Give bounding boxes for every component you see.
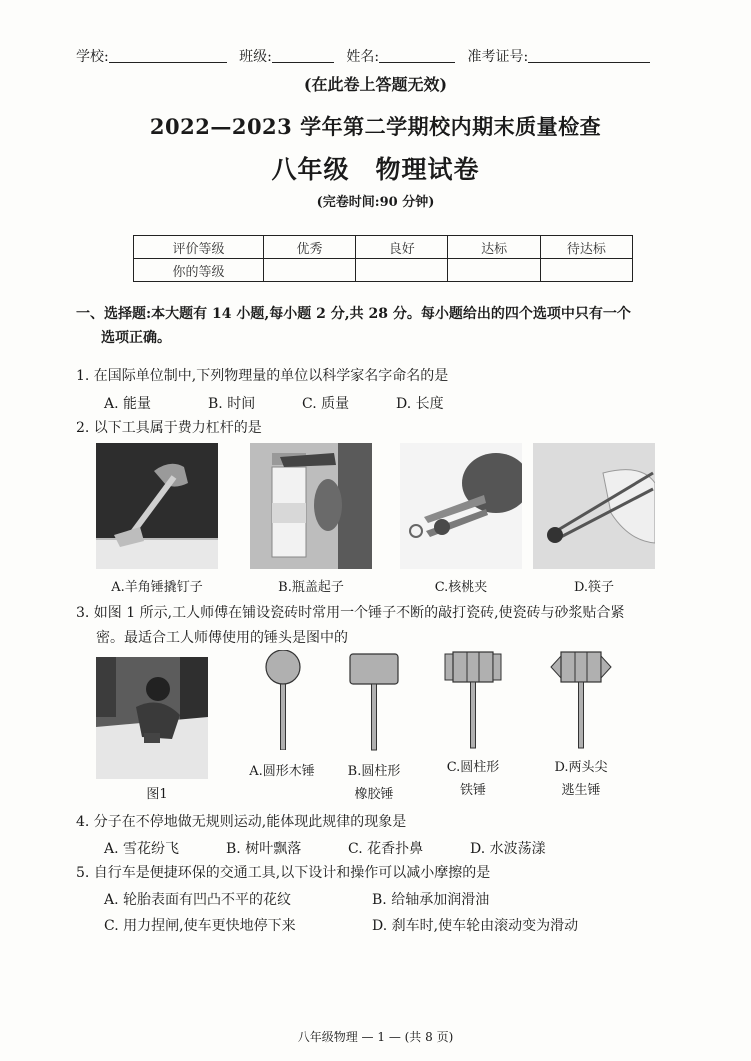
q4-option-d[interactable]: D. 水波荡漾 xyxy=(470,841,546,857)
exam-number-field[interactable] xyxy=(528,48,650,63)
section-heading-line: 选项正确。 xyxy=(101,330,171,346)
grade-header-cell: 优秀 xyxy=(263,236,355,259)
grade-cell[interactable] xyxy=(540,259,632,282)
question-2-stem: 2. 以下工具属于费力杠杆的是 xyxy=(76,420,262,436)
grade-header-cell: 达标 xyxy=(448,236,540,259)
grade-cell[interactable] xyxy=(448,259,540,282)
section-heading-line: 一、选择题:本大题有 14 小题,每小题 2 分,共 28 分。每小题给出的四个选项中只有一个 xyxy=(76,306,631,322)
school-label: 学校: xyxy=(76,49,109,65)
q3-option-a[interactable]: A.圆形木锤 xyxy=(249,764,315,779)
grade-cell[interactable] xyxy=(356,259,448,282)
q3-option-d-line2[interactable]: 逃生锤 xyxy=(561,783,601,798)
figure-1-photo xyxy=(96,657,208,779)
grade-header-cell: 评价等级 xyxy=(134,236,264,259)
figure-1-caption: 图1 xyxy=(146,787,168,802)
page-footer: 八年级物理 — 1 — (共 8 页) xyxy=(297,1030,454,1044)
cylindrical-rubber-hammer[interactable] xyxy=(346,652,402,752)
nutcracker-photo xyxy=(400,443,522,569)
question-5-stem: 5. 自行车是便捷环保的交通工具,以下设计和操作可以减小摩擦的是 xyxy=(76,865,491,881)
bottle-opener-photo xyxy=(250,443,372,569)
round-wooden-hammer[interactable] xyxy=(258,650,308,750)
section-heading xyxy=(76,302,706,350)
name-field[interactable] xyxy=(379,48,455,63)
cylindrical-iron-hammer[interactable] xyxy=(441,650,505,750)
q2-caption-b[interactable]: B.瓶盖起子 xyxy=(278,580,344,595)
q1-option-c[interactable]: C. 质量 xyxy=(302,396,350,412)
q3-option-b-line1[interactable]: B.圆柱形 xyxy=(347,764,401,779)
student-info-header xyxy=(76,46,650,66)
grade-cell[interactable] xyxy=(263,259,355,282)
q4-option-a[interactable]: A. 雪花纷飞 xyxy=(104,841,180,857)
class-field[interactable] xyxy=(272,48,334,63)
q1-option-b[interactable]: B. 时间 xyxy=(208,396,256,412)
grade-table xyxy=(133,235,633,282)
q1-option-d[interactable]: D. 长度 xyxy=(396,396,444,412)
question-3-stem-line2: 密。最适合工人师傅使用的锤头是图中的 xyxy=(96,630,348,646)
notice: (在此卷上答题无效) xyxy=(303,75,448,94)
q2-caption-a[interactable]: A.羊角锤撬钉子 xyxy=(111,580,203,595)
q5-option-c[interactable]: C. 用力捏闸,使车更快地停下来 xyxy=(104,918,296,934)
chopsticks-photo xyxy=(533,443,655,569)
class-label: 班级: xyxy=(239,49,272,65)
q3-option-d-line1[interactable]: D.两头尖 xyxy=(554,760,608,775)
q5-option-b[interactable]: B. 给轴承加润滑油 xyxy=(372,892,490,908)
grade-row-label: 你的等级 xyxy=(134,259,264,282)
exam-subtitle xyxy=(0,150,751,186)
question-3-stem-line1: 3. 如图 1 所示,工人师傅在铺设瓷砖时常用一个锤子不断的敲打瓷砖,使瓷砖与砂浆贴合紧 xyxy=(76,605,625,621)
q2-caption-c[interactable]: C.核桃夹 xyxy=(434,580,488,595)
q2-caption-d[interactable]: D.筷子 xyxy=(573,580,615,595)
exam-time: (完卷时间:90 分钟) xyxy=(316,195,435,210)
question-4-stem: 4. 分子在不停地做无规则运动,能体现此规律的现象是 xyxy=(76,814,407,830)
exam-number-label: 准考证号: xyxy=(467,49,529,65)
escape-hammer[interactable] xyxy=(549,650,613,750)
q3-option-c-line2[interactable]: 铁锤 xyxy=(459,783,486,798)
school-field[interactable] xyxy=(109,48,227,63)
grade-header-cell: 待达标 xyxy=(540,236,632,259)
q5-option-a[interactable]: A. 轮胎表面有凹凸不平的花纹 xyxy=(104,892,292,908)
grade-header-cell: 良好 xyxy=(356,236,448,259)
subject-title: 物理试卷 xyxy=(375,155,480,184)
q3-option-b-line2[interactable]: 橡胶锤 xyxy=(354,787,394,802)
q4-option-c[interactable]: C. 花香扑鼻 xyxy=(348,841,424,857)
claw-hammer-photo xyxy=(96,443,218,569)
q1-option-a[interactable]: A. 能量 xyxy=(104,396,152,412)
q5-option-d[interactable]: D. 刹车时,使车轮由滚动变为滑动 xyxy=(372,918,579,934)
question-1-stem: 1. 在国际单位制中,下列物理量的单位以科学家名字命名的是 xyxy=(76,368,449,384)
q4-option-b[interactable]: B. 树叶飘落 xyxy=(226,841,302,857)
grade-title: 八年级 xyxy=(271,155,350,184)
name-label: 姓名: xyxy=(346,49,380,65)
q3-option-c-line1[interactable]: C.圆柱形 xyxy=(446,760,500,775)
exam-title: 2022—2023 学年第二学期校内期末质量检查 xyxy=(149,114,602,139)
